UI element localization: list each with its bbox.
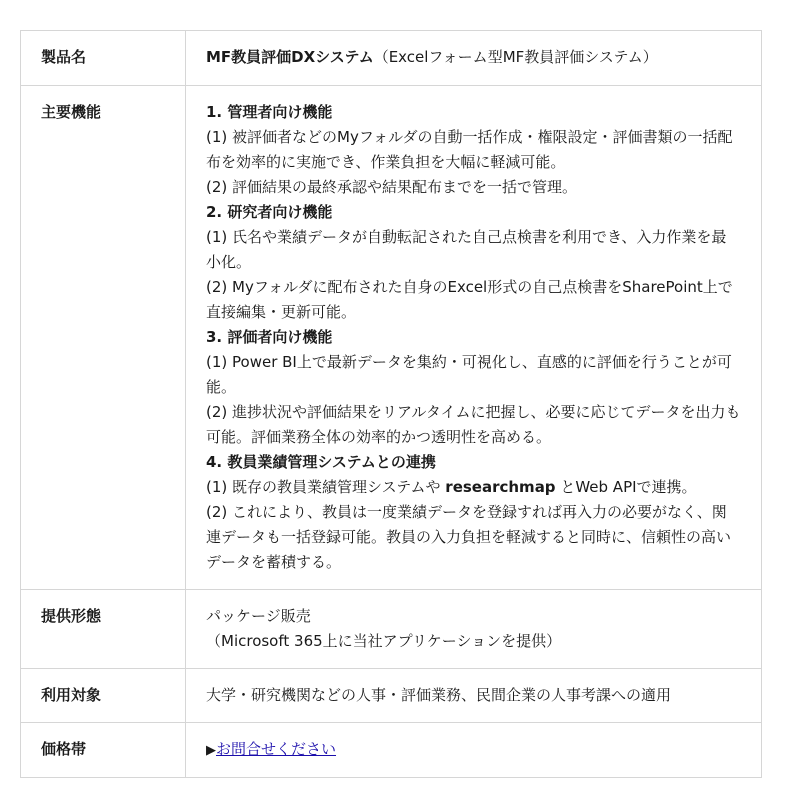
integration-item-text-end: とWeb APIで連携。	[555, 478, 697, 496]
researcher-feature-item: (2) Myフォルダに配布された自身のExcel形式の自己点検書をSharePoint上で直接編集・更新可能。	[206, 278, 733, 321]
product-spec-table	[20, 30, 762, 778]
play-arrow-icon: ▶	[206, 743, 216, 758]
evaluator-feature-item: (2) 進捗状況や評価結果をリアルタイムに把握し、必要に応じてデータを出力も可能。評価業務全体の効率的かつ透明性を高める。	[206, 403, 741, 446]
product-name: MF教員評価DXシステム	[206, 48, 374, 66]
offering-row	[21, 590, 762, 669]
price-row	[21, 723, 762, 778]
offering-label: 提供形態	[21, 590, 186, 669]
product-subtitle: （Excelフォーム型MF教員評価システム）	[373, 48, 658, 66]
contact-link[interactable]: お問合せください	[216, 740, 337, 758]
product-name-row	[21, 31, 762, 86]
target-value: 大学・研究機関などの人事・評価業務、民間企業の人事考課への適用	[186, 669, 762, 723]
researcher-feature-item: (1) 氏名や業績データが自動転記された自己点検書を利用でき、入力作業を最小化。	[206, 228, 727, 271]
target-row	[21, 669, 762, 723]
product-name-label: 製品名	[21, 31, 186, 86]
researchmap-text: researchmap	[445, 478, 556, 496]
offering-note: （Microsoft 365上に当社アプリケーションを提供）	[206, 632, 562, 650]
integration-feature-item: (2) これにより、教員は一度業績データを登録すれば再入力の必要がなく、関連データも一括登録可能。教員の入力負担を軽減すると同時に、信頼性の高いデータを蓄積する。	[206, 503, 732, 571]
features-label: 主要機能	[21, 86, 186, 590]
researcher-features-heading: 2. 研究者向け機能	[206, 203, 333, 221]
offering-line: パッケージ販売	[206, 607, 311, 625]
integration-features-heading: 4. 教員業績管理システムとの連携	[206, 453, 436, 471]
offering-value	[186, 590, 762, 669]
integration-item-text: (1) 既存の教員業績管理システムや	[206, 478, 446, 496]
price-label: 価格帯	[21, 723, 186, 778]
admin-feature-item: (2) 評価結果の最終承認や結果配布までを一括で管理。	[206, 178, 578, 196]
evaluator-feature-item: (1) Power BI上で最新データを集約・可視化し、直感的に評価を行うことが可能。	[206, 353, 732, 396]
target-label: 利用対象	[21, 669, 186, 723]
features-value	[186, 86, 762, 590]
product-name-value	[186, 31, 762, 86]
evaluator-features-heading: 3. 評価者向け機能	[206, 328, 333, 346]
integration-feature-item	[206, 475, 741, 500]
features-row	[21, 86, 762, 590]
price-value	[186, 723, 762, 778]
admin-features-heading: 1. 管理者向け機能	[206, 103, 333, 121]
admin-feature-item: (1) 被評価者などのMyフォルダの自動一括作成・権限設定・評価書類の一括配布を効率的に実施でき、作業負担を大幅に軽減可能。	[206, 128, 733, 171]
